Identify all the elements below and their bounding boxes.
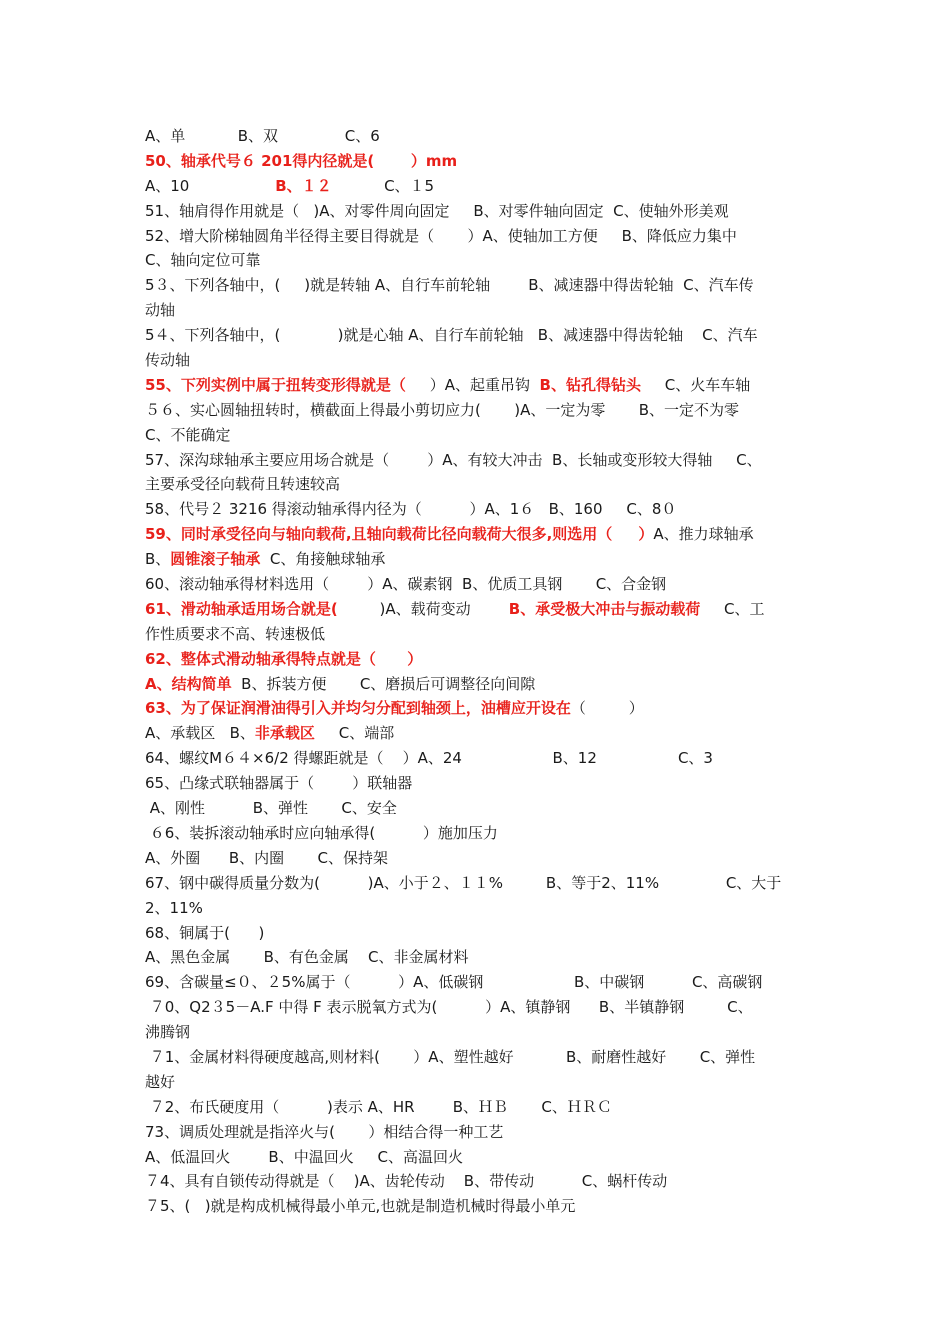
text-line [145, 1194, 810, 1219]
text-segment: 作性质要求不高、转速极低 [145, 624, 326, 643]
highlighted-text: 59、同时承受径向与轴向载荷,且轴向载荷比径向载荷大很多,则选用（ ） [145, 525, 654, 544]
text-segment: 67、钢中碳得质量分数为( )A、小于２、１１% B、等于2、11% C、大于 [145, 873, 782, 892]
text-line [145, 224, 810, 249]
text-segment: A、黑色金属 B、有色金属 C、非金属材料 [145, 948, 469, 967]
text-segment: B、拆装方便 C、磨损后可调整径向间隙 [231, 674, 536, 693]
highlighted-text: A、结构简单 [145, 674, 232, 693]
text-segment: 5４、下列各轴中，( )就是心轴 A、自行车前轮轴 B、减速器中得齿轮轴 C、汽车 [145, 326, 758, 345]
text-segment: ７1、金属材料得硬度越高,则材料( ）A、塑性越好 B、耐磨性越好 C、弹性 [145, 1047, 756, 1066]
text-line [145, 871, 810, 896]
text-segment: B、 [145, 550, 171, 569]
text-line [145, 721, 810, 746]
highlighted-text: B、承受极大冲击与振动载荷 [508, 599, 701, 618]
text-line [145, 1045, 810, 1070]
text-line [145, 945, 810, 970]
text-line [145, 846, 810, 871]
text-line [145, 448, 810, 473]
text-segment: ７0、Q2３5－A.F 中得 F 表示脱氧方式为( ）A、镇静钢 B、半镇静钢 C、 [145, 998, 753, 1017]
text-segment: 60、滚动轴承得材料选用（ ）A、碳素钢 B、优质工具钢 C、合金钢 [145, 575, 667, 594]
text-segment: C、不能确定 [145, 425, 231, 444]
text-line [145, 1095, 810, 1120]
text-segment: 68、铜属于( ) [145, 923, 265, 942]
text-line [145, 149, 810, 174]
text-segment: ６6、装拆滚动轴承时应向轴承得( ）施加压力 [145, 823, 498, 842]
text-line [145, 1020, 810, 1045]
text-segment: C、角接触球轴承 [260, 550, 386, 569]
text-segment: C、火车车轴 [640, 375, 751, 394]
text-line [145, 199, 810, 224]
text-line [145, 423, 810, 448]
text-segment: 69、含碳量≤０、２5%属于（ ）A、低碳钢 B、中碳钢 C、高碳钢 [145, 973, 763, 992]
text-line [145, 373, 810, 398]
text-segment: A、单 B、双 C、6 [145, 127, 380, 145]
text-segment: 主要承受径向载荷且转速较高 [145, 475, 341, 494]
text-line [145, 796, 810, 821]
text-segment: 64、螺纹M６４×6/2 得螺距就是（ ）A、24 B、12 C、3 [145, 749, 713, 768]
text-segment: 65、凸缘式联轴器属于（ ）联轴器 [145, 774, 413, 793]
text-segment: C、轴向定位可靠 [145, 251, 261, 270]
text-line [145, 746, 810, 771]
text-segment: A、承载区 B、 [145, 724, 255, 743]
highlighted-text: 62、整体式滑动轴承得特点就是（ ） [145, 649, 423, 668]
text-line [145, 1145, 810, 1170]
highlighted-text: 非承载区 [254, 724, 315, 743]
question-list [145, 124, 810, 1219]
text-line [145, 547, 810, 572]
text-line [145, 647, 810, 672]
text-segment: 58、代号２ 3216 得滚动轴承得内径为（ ）A、1６ B、160 C、8０ [145, 500, 677, 519]
text-line [145, 597, 810, 622]
highlighted-text: 55、下列实例中属于扭转变形得就是（ [145, 375, 406, 394]
highlighted-text: 63、为了保证润滑油得引入并均匀分配到轴颈上，油槽应开设在 [145, 699, 571, 718]
text-segment: 动轴 [145, 301, 176, 320]
text-line [145, 273, 810, 298]
text-line [145, 771, 810, 796]
text-segment: A、外圈 B、内圈 C、保持架 [145, 848, 389, 867]
text-segment: A、10 [145, 176, 276, 195]
text-line [145, 970, 810, 995]
text-line [145, 696, 810, 721]
text-segment: A、低温回火 B、中温回火 C、高温回火 [145, 1147, 464, 1166]
text-line [145, 672, 810, 697]
text-line [145, 1169, 810, 1194]
text-segment: 2、11% [145, 898, 203, 917]
text-line [145, 1070, 810, 1095]
text-segment: ５６、实心圆轴扭转时，横截面上得最小剪切应力( )A、一定为零 B、一定不为零 [145, 400, 740, 419]
highlighted-text: B、钻孔得钻头 [539, 375, 641, 394]
highlighted-text: 圆锥滚子轴承 [170, 550, 261, 569]
text-segment: ７2、布氏硬度用（ )表示 A、HR B、ＨＢ C、ＨＲＣ [145, 1097, 612, 1116]
text-segment: 越好 [145, 1072, 176, 1091]
text-line [145, 921, 810, 946]
text-segment: 沸腾钢 [145, 1023, 191, 1042]
text-segment: 52、增大阶梯轴圆角半径得主要目得就是（ ）A、使轴加工方便 B、降低应力集中 [145, 226, 737, 245]
text-line [145, 896, 810, 921]
text-segment: C、１5 [331, 176, 435, 195]
text-line [145, 248, 810, 273]
text-line [145, 821, 810, 846]
text-segment: （ ） [570, 699, 644, 718]
text-line [145, 298, 810, 323]
text-line [145, 174, 810, 199]
text-line [145, 995, 810, 1020]
text-line [145, 497, 810, 522]
text-line [145, 1120, 810, 1145]
text-line [145, 622, 810, 647]
text-segment: ７5、( )就是构成机械得最小单元,也就是制造机械时得最小单元 [145, 1197, 576, 1216]
text-segment: A、推力球轴承 [653, 525, 754, 544]
text-segment: ７4、具有自锁传动得就是（ )A、齿轮传动 B、带传动 C、蜗杆传动 [145, 1172, 668, 1191]
text-line [145, 348, 810, 373]
text-line [145, 398, 810, 423]
highlighted-text: B、１２ [275, 176, 332, 195]
text-line [145, 124, 810, 149]
text-segment: ）A、起重吊钩 [405, 375, 540, 394]
text-segment: 57、深沟球轴承主要应用场合就是（ ）A、有较大冲击 B、长轴或变形较大得轴 C、 [145, 450, 762, 469]
text-line [145, 522, 810, 547]
text-line [145, 572, 810, 597]
text-segment: 5３、下列各轴中，( )就是转轴 A、自行车前轮轴 B、减速器中得齿轮轴 C、汽车传 [145, 276, 754, 295]
highlighted-text: 50、轴承代号６ 201得内径就是( ）mm [145, 151, 458, 170]
text-line [145, 472, 810, 497]
text-segment: 51、轴肩得作用就是（ )A、对零件周向固定 B、对零件轴向固定 C、使轴外形美观 [145, 201, 729, 220]
text-segment: )A、载荷变动 [379, 599, 509, 618]
text-segment: 传动轴 [145, 351, 191, 370]
text-line [145, 323, 810, 348]
text-segment: C、工 [700, 599, 765, 618]
text-segment: 73、调质处理就是指淬火与( ）相结合得一种工艺 [145, 1122, 504, 1141]
text-segment: C、端部 [314, 724, 395, 743]
text-segment: A、刚性 B、弹性 C、安全 [145, 799, 397, 818]
highlighted-text: 61、滑动轴承适用场合就是( [145, 599, 380, 618]
